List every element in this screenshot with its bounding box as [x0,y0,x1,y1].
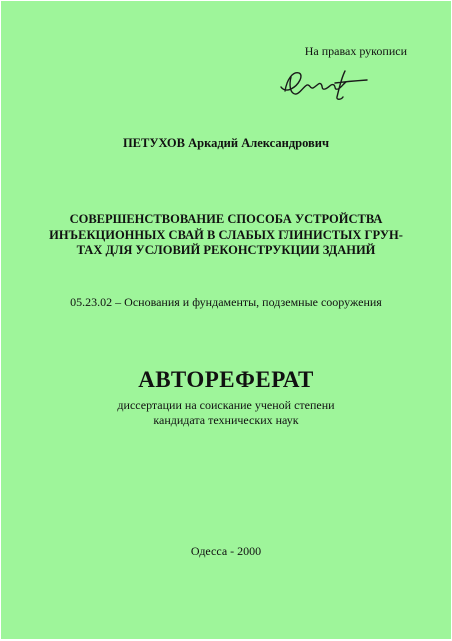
subtitle-line: кандидата технических наук [153,413,299,427]
author-name: ПЕТУХОВ Аркадий Александрович [122,136,330,150]
author-signature [277,67,373,101]
city-year: Одесса - 2000 [190,544,262,558]
title-line: СОВЕРШЕНСТВОВАНИЕ СПОСОБА УСТРОЙСТВА [69,212,383,226]
title-page [1,1,451,639]
title-line: ТАХ ДЛЯ УСЛОВИЙ РЕКОНСТРУКЦИИ ЗДАНИЙ [76,243,376,257]
degree-subtitle [1,398,451,428]
specialty-code: 05.23.02 – Основания и фундаменты, подземные сооружения [70,295,382,309]
document-type: АВТОРЕФЕРАТ [138,367,314,392]
rights-note: На правах рукописи [304,44,407,58]
title-line: ИНЪЕКЦИОННЫХ СВАЙ В СЛАБЫХ ГЛИНИСТЫХ ГРУН- [49,227,403,242]
subtitle-line: диссертации на соискание ученой степени [117,398,335,412]
dissertation-title [1,212,451,259]
